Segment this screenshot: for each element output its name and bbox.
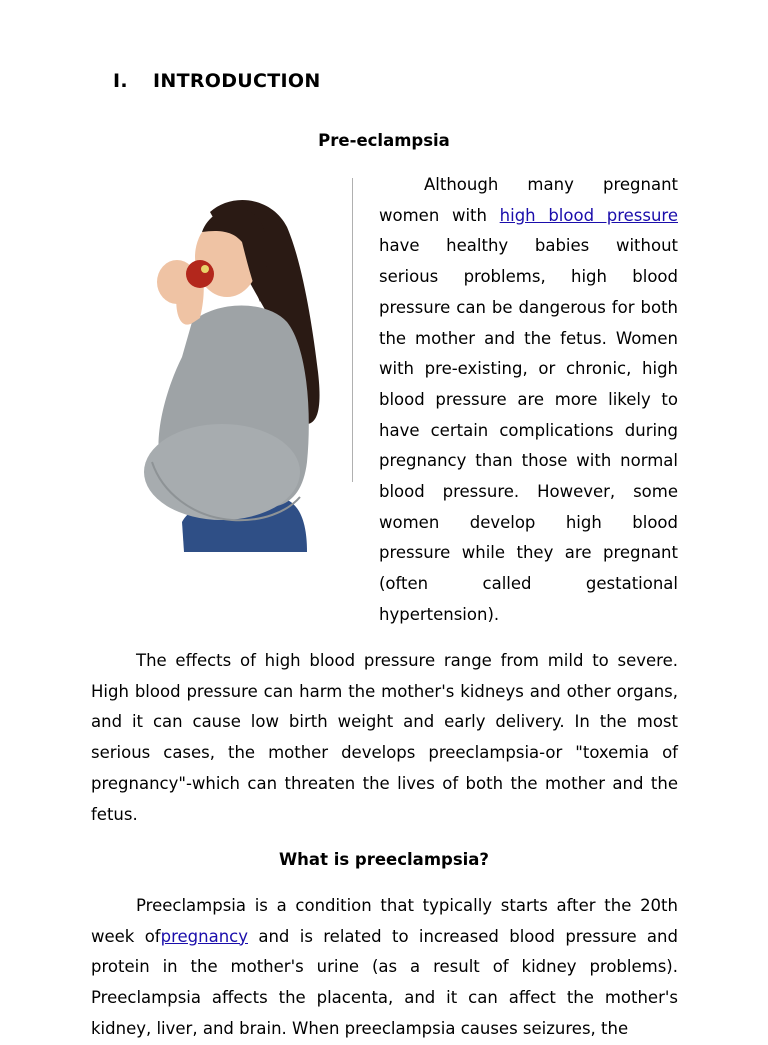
paragraph-1: [379, 170, 678, 631]
section-heading: [113, 70, 321, 92]
belly-shape: [144, 424, 300, 520]
paragraph-2: The effects of high blood pressure range from mild to severe. High blood pressure can harm the mother's kidneys and other organs, and it can cause low birth weight and early delivery. In the most serious cases, the mother develops preeclampsia-or "toxemia of pregnancy"-which can threaten the lives of both the mother and the fetus.: [91, 651, 678, 824]
link-pregnancy[interactable]: pregnancy: [160, 926, 248, 946]
apple-bite: [201, 265, 209, 273]
paragraph-3: [91, 891, 678, 1045]
paragraph-3-text-end: and is related to increased blood pressure and protein in the mother's urine (as a result of kidney problems). Preeclampsia affects the placenta, and it can affect the mother's kidney, liver, and brain. When preeclampsia causes seizures, the: [91, 926, 678, 1038]
subheading-what-is-preeclampsia: What is preeclampsia?: [278, 850, 490, 869]
paragraph-1-text-end: have healthy babies without serious problems, high blood pressure can be dangerous for both the mother and the fetus. Women with pre-existing, or chronic, high blood pressure are more likely to have certain complications during pregnancy than those with normal blood pressure. However, some women develop high blood pressure while they are pregnant (often called gestational hypertension).: [379, 236, 678, 624]
subheading-pre-eclampsia: Pre-eclampsia: [318, 131, 450, 150]
paragraph-1-text-start: Although many pregnant women with: [379, 175, 678, 225]
pregnant-woman-photo: [82, 172, 352, 552]
section-title: INTRODUCTION: [153, 70, 321, 92]
apple-shape: [186, 260, 214, 288]
link-high-blood-pressure[interactable]: high blood pressure: [499, 205, 678, 225]
section-number: I.: [113, 70, 128, 92]
paragraph-3-text-start: Preeclampsia is a condition that typically starts after the 20th week of: [91, 896, 678, 946]
figure-divider: [352, 178, 353, 482]
pregnant-woman-illustration: [82, 172, 352, 552]
